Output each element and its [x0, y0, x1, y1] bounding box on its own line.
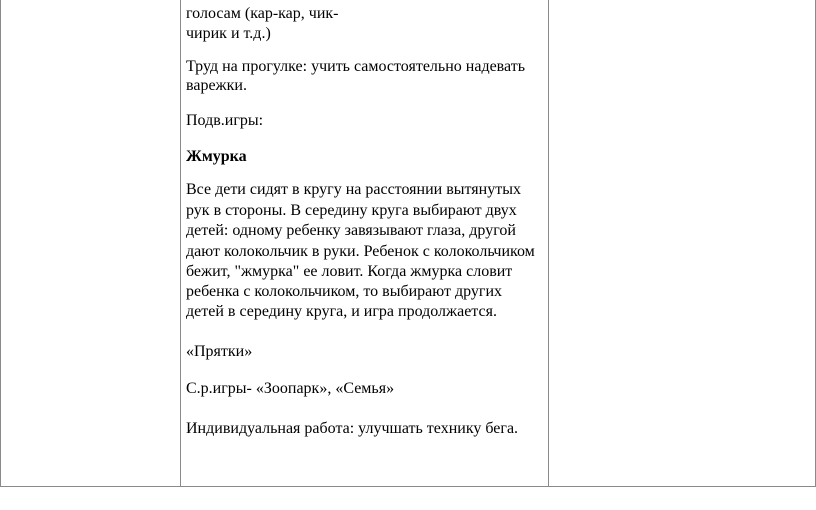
table-border-bottom	[0, 486, 816, 487]
labor-line-2: варежки.	[186, 77, 247, 94]
game-description-line: рук в стороны. В середину круга выбирают двух	[186, 202, 517, 219]
game-description-line: дают колокольчик в руки. Ребенок с колокольчиком	[186, 243, 535, 260]
game-description-line: Все дети сидят в кругу на расстоянии вытянутых	[186, 181, 521, 198]
table-cell-right	[550, 0, 815, 486]
outdoor-games-label: Подв.игры:	[186, 112, 264, 129]
continued-line-1: голосам (кар-кар, чик-	[186, 5, 339, 22]
game-description-line: детей в середину круга, и игра продолжается.	[186, 303, 497, 320]
game-description-line: детей: одному ребенку завязывают глаза, другой	[186, 222, 516, 239]
table-cell-activities	[181, 0, 547, 486]
individual-work: Индивидуальная работа: улучшать технику бега.	[186, 420, 519, 437]
game-description-line: ребенка с колокольчиком, то выбирают других	[186, 283, 503, 300]
role-play-games: С.р.игры- «Зоопарк», «Семья»	[186, 380, 395, 397]
table-cell-left	[1, 0, 179, 486]
labor-line-1: Труд на прогулке: учить самостоятельно надевать	[186, 58, 525, 75]
column-divider-2	[548, 0, 549, 487]
game-title: Жмурка	[186, 148, 247, 165]
hide-and-seek-game: «Прятки»	[186, 343, 253, 360]
game-description-line: бежит, "жмурка" ее ловит. Когда жмурка словит	[186, 263, 513, 280]
continued-line-2: чирик и т.д.)	[186, 25, 271, 42]
